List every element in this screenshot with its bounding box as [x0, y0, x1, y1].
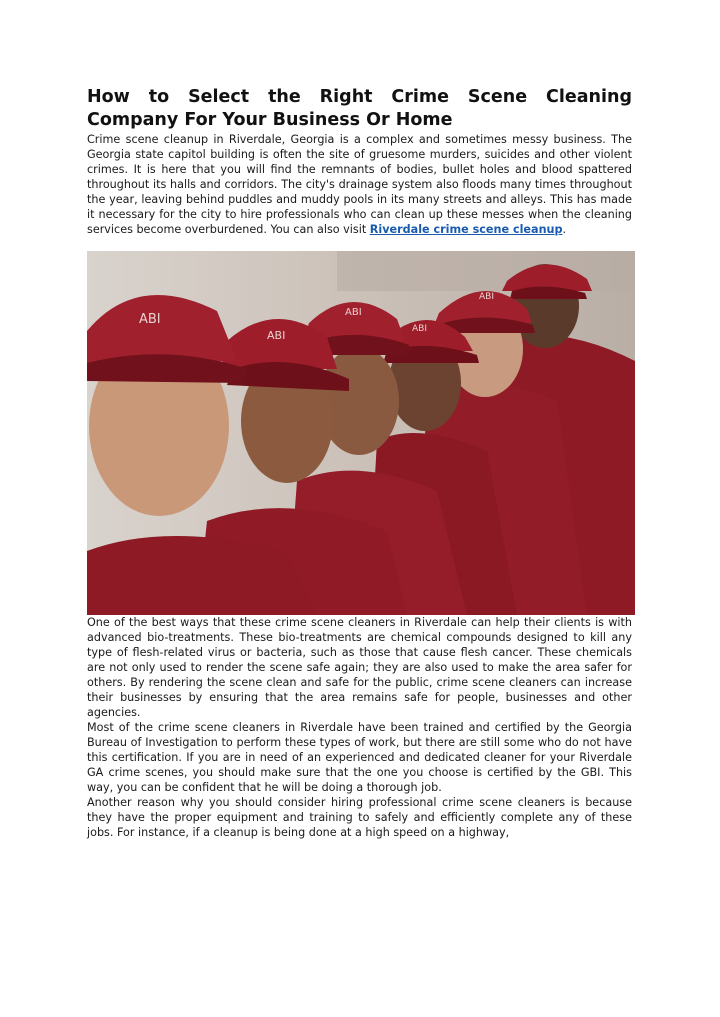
team-photo: [87, 251, 635, 615]
cap-logo-5: ABI: [479, 292, 494, 302]
cap-logo-3: ABI: [345, 307, 362, 318]
cap-logo-2: ABI: [267, 329, 286, 342]
article-title: How to Select the Right Crime Scene Cleaning Company For Your Business Or Home: [87, 87, 632, 130]
cap-logo-4: ABI: [412, 324, 427, 334]
document-page: [87, 86, 632, 840]
riverdale-cleanup-link[interactable]: Riverdale crime scene cleanup: [369, 223, 563, 236]
paragraph-certification: Most of the crime scene cleaners in Riverdale have been trained and certified by the Georgia Bureau of Investigation to perform these types of work, but there are still some who do not have this certification. If you are in need of an experienced and dedicated cleaner for your Riverdale GA crime scenes, you should make sure that the one you choose is certified by the GBI. This way, you can be confident that he will be doing a thorough job.: [87, 721, 632, 794]
paragraph-equipment: Another reason why you should consider hiring professional crime scene cleaners is because they have the proper equipment and training to safely and efficiently complete any of these jobs. For instance, if a cleanup is being done at a high speed on a highway,: [87, 796, 632, 839]
paragraph-intro-end: .: [562, 223, 567, 236]
team-photo-illustration: [87, 251, 635, 615]
paragraph-bio-treatments: One of the best ways that these crime scene cleaners in Riverdale can help their clients is with advanced bio-treatments. These bio-treatments are chemical compounds designed to kill any type of flesh-related virus or bacteria, such as those that cause flesh cancer. These chemicals are not only used to render the scene safe again; they are also used to make the area safer for others. By rendering the scene clean and safe for the public, crime scene cleaners can increase their businesses by ensuring that the area remains safe for people, businesses and other agencies.: [87, 616, 632, 719]
paragraph-intro-text: Crime scene cleanup in Riverdale, Georgia is a complex and sometimes messy business. The Georgia state capitol building is often the site of gruesome murders, suicides and other violent crimes. It is here that you will find the remnants of bodies, bullet holes and blood spattered throughout its halls and corridors. The city's drainage system also floods many times throughout the year, leaving behind puddles and muddy pools in its many streets and alleys. This has made it necessary for the city to hire professionals who can clean up these messes when the cleaning services become overburdened. You can also visit: [87, 133, 632, 236]
paragraph-intro: [87, 132, 632, 237]
cap-logo-1: ABI: [139, 312, 161, 327]
ceiling-band: [337, 251, 635, 291]
